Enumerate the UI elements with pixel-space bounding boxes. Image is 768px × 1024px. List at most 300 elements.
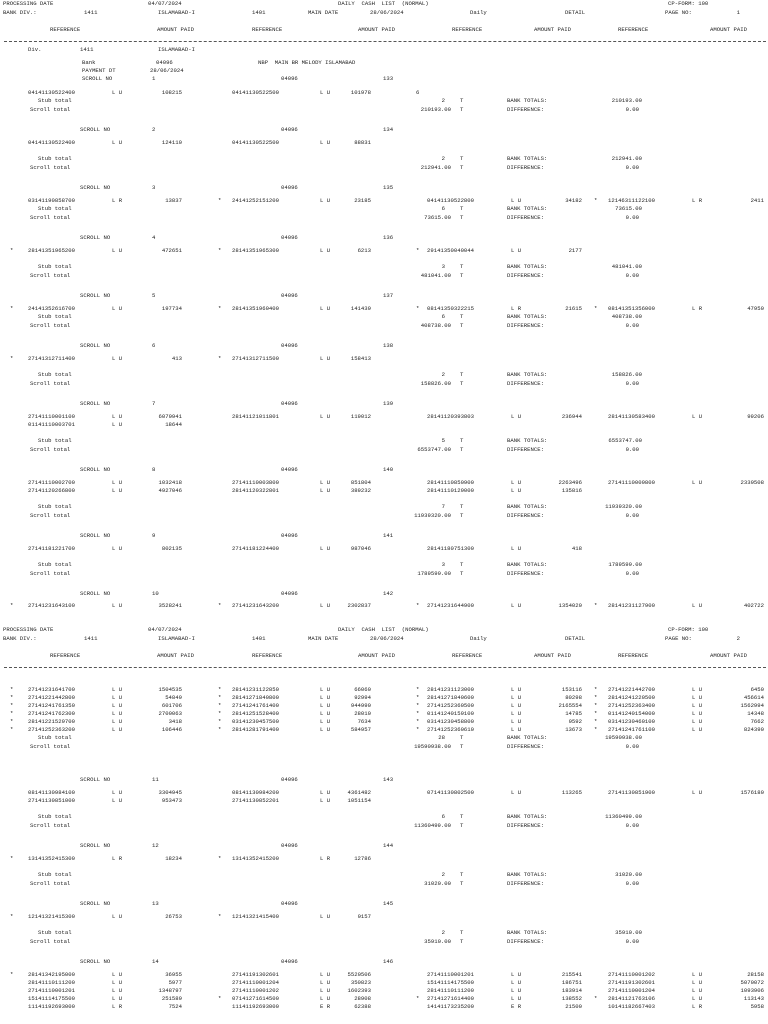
amount-paid: 6079941: [158, 413, 182, 420]
stub-total-label: Stub total: [38, 561, 72, 568]
table-row: [0, 421, 768, 429]
reference: 27141252360500: [427, 702, 474, 709]
account-code: L U: [112, 913, 123, 920]
flag-mark: *: [416, 602, 420, 609]
flag-mark: *: [594, 686, 598, 693]
account-code: L U: [511, 789, 522, 796]
reference: 24141252151200: [232, 197, 279, 204]
stub-count: 5: [441, 437, 445, 444]
col-amount: AMOUNT PAID: [534, 26, 571, 33]
scroll-t: T: [460, 446, 464, 453]
scroll-total-row: [0, 743, 768, 751]
form-label: CP-FORM: 100: [668, 0, 709, 7]
reference: 27141130851000: [28, 797, 75, 804]
table-row: [0, 855, 768, 863]
scroll-total-label: Scroll total: [30, 743, 71, 750]
flag-mark: *: [10, 686, 14, 693]
flag-mark: *: [218, 355, 222, 362]
account-code: L R: [692, 1003, 703, 1010]
account-code: L R: [692, 305, 703, 312]
flag-mark: *: [218, 305, 222, 312]
col-amount: AMOUNT PAID: [157, 26, 194, 33]
scroll-total-row: [0, 512, 768, 520]
div-code: 1411: [80, 46, 94, 53]
difference-label: DIFFERENCE:: [507, 380, 544, 387]
account-code: L U: [112, 789, 123, 796]
scroll-no-label: SCROLL NO: [80, 292, 111, 299]
amount-paid: 1348797: [158, 987, 182, 994]
account-code: L U: [112, 89, 123, 96]
page-label: PAGE NO:: [665, 9, 692, 16]
reference: 28141120322801: [232, 487, 279, 494]
flag-mark: *: [416, 702, 420, 709]
reference: 27141181224400: [232, 545, 279, 552]
account-code: L U: [320, 602, 331, 609]
scroll-total-value: 408738.00: [420, 322, 451, 329]
div-label: Div.: [28, 46, 42, 53]
flag-mark: *: [10, 913, 14, 920]
amount-paid: 389232: [350, 487, 371, 494]
scroll-no-label: SCROLL NO: [80, 590, 111, 597]
flag-mark: *: [218, 710, 222, 717]
difference-value: 0.00: [625, 822, 639, 829]
difference-value: 0.00: [625, 938, 639, 945]
reference: 28141271840800: [232, 694, 279, 701]
stub-total-row: [0, 503, 768, 511]
scroll-total-value: 73615.00: [424, 214, 451, 221]
account-code: L U: [320, 726, 331, 733]
account-code: L U: [511, 413, 522, 420]
amount-paid: 7634: [357, 718, 371, 725]
bank-totals-label: BANK TOTALS:: [507, 313, 548, 320]
amount-paid: 153116: [561, 686, 582, 693]
bank-code: 04096: [281, 466, 298, 473]
amount-paid: 2411: [750, 197, 764, 204]
amount-paid: 21615: [565, 305, 582, 312]
amount-paid: 7524: [168, 1003, 182, 1010]
stub-t: T: [460, 561, 464, 568]
reference: 28141351965200: [28, 247, 75, 254]
account-code: L U: [511, 686, 522, 693]
scroll-no: 11: [152, 776, 159, 783]
bank-totals-value: 158826.00: [611, 371, 642, 378]
difference-value: 0.00: [625, 446, 639, 453]
amount-paid: 350823: [350, 979, 371, 986]
amount-paid: 6213: [357, 247, 371, 254]
flag-mark: *: [416, 247, 420, 254]
stub-t: T: [460, 313, 464, 320]
bank-name: NBP MAIN BR MELODY ISLAMABAD: [258, 59, 356, 66]
detail: DETAIL: [565, 9, 586, 16]
stub-count: 2: [441, 371, 445, 378]
stub-total-row: [0, 813, 768, 821]
account-code: L U: [112, 479, 123, 486]
stub-total-label: Stub total: [38, 263, 72, 270]
account-code: L U: [511, 726, 522, 733]
reference: 27141110001201: [28, 987, 75, 994]
col-reference: REFERENCE: [618, 652, 649, 659]
bank-code: 04096: [281, 590, 298, 597]
page-no: 2: [736, 635, 740, 642]
reference: 27141252360610: [427, 726, 474, 733]
account-code: L U: [112, 305, 123, 312]
flag-mark: *: [218, 602, 222, 609]
scroll-t: T: [460, 512, 464, 519]
scroll-total-label: Scroll total: [30, 380, 71, 387]
bank-code: 04096: [281, 958, 298, 965]
reference: 28141120393803: [427, 413, 474, 420]
reference: 28141121763106: [608, 995, 655, 1002]
amount-paid: 402722: [743, 602, 764, 609]
reference: 28141231122850: [232, 686, 279, 693]
account-code: L U: [511, 718, 522, 725]
reference: 27141191302601: [608, 979, 655, 986]
account-code: L U: [511, 545, 522, 552]
bank-totals-label: BANK TOTALS:: [507, 929, 548, 936]
main-date-label: MAIN DATE: [308, 635, 339, 642]
flag-mark: *: [10, 694, 14, 701]
reference: 28141351965300: [232, 247, 279, 254]
account-code: L U: [320, 686, 331, 693]
reference: 27141110002700: [28, 479, 75, 486]
scroll-no-label: SCROLL NO: [80, 842, 111, 849]
scroll-no-label: SCROLL NO: [80, 126, 111, 133]
scroll-total-value: 31020.00: [424, 880, 451, 887]
scroll-t: T: [460, 214, 464, 221]
amount-paid: 851804: [350, 479, 371, 486]
account-code: L U: [112, 718, 123, 725]
table-row: [0, 413, 768, 421]
col-amount: AMOUNT PAID: [710, 652, 747, 659]
scroll-total-value: 158826.00: [420, 380, 451, 387]
difference-value: 0.00: [625, 214, 639, 221]
scroll-total-value: 212941.00: [420, 164, 451, 171]
stub-t: T: [460, 371, 464, 378]
scroll-total-label: Scroll total: [30, 880, 71, 887]
amount-paid: 66060: [354, 686, 371, 693]
amount-paid: 601706: [161, 702, 182, 709]
scroll-no: 3: [152, 184, 156, 191]
column-header-row: [0, 26, 768, 34]
scroll-total-value: 35910.00: [424, 938, 451, 945]
table-row: [0, 247, 768, 255]
stub-total-row: [0, 205, 768, 213]
reference: 27141110001202: [608, 971, 655, 978]
amount-paid: 47950: [747, 305, 764, 312]
scroll-total-label: Scroll total: [30, 446, 71, 453]
stub-total-label: Stub total: [38, 871, 72, 878]
flag-mark: 6: [416, 89, 420, 96]
flag-mark: *: [10, 718, 14, 725]
processing-date: 04/07/2024: [148, 0, 182, 7]
account-code: L U: [320, 797, 331, 804]
amount-paid: 28010: [354, 710, 371, 717]
amount-paid: 2165554: [558, 702, 582, 709]
form-label: CP-FORM: 100: [668, 626, 709, 633]
flag-mark: *: [10, 710, 14, 717]
scroll-seq: 144: [383, 842, 394, 849]
reference: 27141241761350: [28, 702, 75, 709]
difference-value: 0.00: [625, 570, 639, 577]
col-amount: AMOUNT PAID: [534, 652, 571, 659]
reference: 27141110009800: [608, 479, 655, 486]
reference: 27141221442800: [28, 694, 75, 701]
reference: 08141350322215: [427, 305, 474, 312]
scroll-total-row: [0, 164, 768, 172]
reference: 28141180751300: [427, 545, 474, 552]
flag-mark: *: [594, 995, 598, 1002]
scroll-seq: 137: [383, 292, 394, 299]
bank-totals-value: 408738.00: [611, 313, 642, 320]
scroll-total-row: [0, 106, 768, 114]
flag-mark: *: [10, 702, 14, 709]
account-code: L U: [112, 487, 123, 494]
flag-mark: *: [594, 694, 598, 701]
bank-totals-label: BANK TOTALS:: [507, 97, 548, 104]
flag-mark: *: [218, 995, 222, 1002]
reference: 27141110001202: [232, 987, 279, 994]
col-reference: REFERENCE: [50, 652, 81, 659]
table-row: [0, 197, 768, 205]
flag-mark: *: [594, 305, 598, 312]
difference-value: 0.00: [625, 272, 639, 279]
scroll-no: 2: [152, 126, 156, 133]
stub-total-label: Stub total: [38, 97, 72, 104]
reference: 28141110129000: [427, 487, 474, 494]
account-code: L U: [692, 702, 703, 709]
bank-code: 04096: [281, 842, 298, 849]
table-row: [0, 979, 768, 987]
stub-t: T: [460, 97, 464, 104]
reference: 27141191302601: [232, 971, 279, 978]
scroll-total-label: Scroll total: [30, 106, 71, 113]
bank-totals-value: 73615.00: [615, 205, 642, 212]
scroll-seq: 142: [383, 590, 394, 597]
amount-paid: 1602393: [347, 987, 371, 994]
stub-total-row: [0, 263, 768, 271]
stub-total-label: Stub total: [38, 371, 72, 378]
bank-code: 04096: [281, 126, 298, 133]
reference: 24141352616700: [28, 305, 75, 312]
difference-label: DIFFERENCE:: [507, 822, 544, 829]
stub-count: 3: [441, 561, 445, 568]
stub-total-row: [0, 155, 768, 163]
reference: 27141130851900: [608, 789, 655, 796]
col-amount: AMOUNT PAID: [358, 26, 395, 33]
amount-paid: 88831: [354, 139, 371, 146]
stub-total-label: Stub total: [38, 813, 72, 820]
scroll-header-row: [0, 234, 768, 242]
account-code: L U: [511, 487, 522, 494]
account-code: L U: [692, 789, 703, 796]
difference-value: 0.00: [625, 743, 639, 750]
amount-paid: 21500: [565, 1003, 582, 1010]
bank-code: 04096: [281, 292, 298, 299]
frequency: Daily: [470, 635, 487, 642]
col-reference: REFERENCE: [50, 26, 81, 33]
reference: 28141221529700: [28, 718, 75, 725]
account-code: L U: [692, 602, 703, 609]
reference: 01141110003701: [28, 421, 75, 428]
amount-paid: 101978: [350, 89, 371, 96]
account-code: L U: [112, 413, 123, 420]
reference: 04141130522400: [28, 139, 75, 146]
amount-paid: 4361482: [347, 789, 371, 796]
reference: 04141130522500: [232, 89, 279, 96]
reference: 27141231641700: [28, 686, 75, 693]
amount-paid: 236944: [561, 413, 582, 420]
stub-total-row: [0, 734, 768, 742]
bank-label: Bank: [82, 59, 96, 66]
scroll-no-label: SCROLL NO: [80, 532, 111, 539]
amount-paid: 18234: [165, 855, 182, 862]
flag-mark: *: [594, 702, 598, 709]
reference: 27141110001204: [232, 979, 279, 986]
account-code: L U: [320, 913, 331, 920]
scroll-header-row: [0, 532, 768, 540]
stub-t: T: [460, 929, 464, 936]
bank-totals-label: BANK TOTALS:: [507, 813, 548, 820]
column-header-row: [0, 652, 768, 660]
report-title: DAILY CASH LIST (NORMAL): [338, 0, 429, 7]
detail: DETAIL: [565, 635, 586, 642]
page-no: 1: [736, 9, 740, 16]
stub-t: T: [460, 205, 464, 212]
reference: 08141130984200: [232, 789, 279, 796]
stub-total-row: [0, 871, 768, 879]
account-code: L U: [320, 545, 331, 552]
account-code: L U: [112, 694, 123, 701]
table-row: [0, 89, 768, 97]
scroll-no: 5: [152, 292, 156, 299]
account-code: L U: [511, 979, 522, 986]
amount-paid: 183914: [561, 987, 582, 994]
amount-paid: 135816: [561, 487, 582, 494]
account-code: L U: [511, 197, 522, 204]
scroll-total-row: [0, 322, 768, 330]
bank-div: 1411: [84, 635, 98, 642]
amount-paid: 953473: [161, 797, 182, 804]
amount-paid: 5070072: [740, 979, 764, 986]
reference: 27141231644900: [427, 602, 474, 609]
amount-paid: 802135: [161, 545, 182, 552]
scroll-no-label: SCROLL NO: [80, 184, 111, 191]
reference: 11141192693000: [28, 1003, 75, 1010]
col-reference: REFERENCE: [252, 652, 283, 659]
amount-paid: 80298: [565, 694, 582, 701]
scroll-total-value: 481041.00: [420, 272, 451, 279]
amount-paid: 14785: [565, 710, 582, 717]
amount-paid: 987046: [350, 545, 371, 552]
reference: 27141312711400: [28, 355, 75, 362]
scroll-total-row: [0, 272, 768, 280]
scroll-total-label: Scroll total: [30, 512, 71, 519]
account-code: L U: [692, 718, 703, 725]
scroll-header-row: [0, 466, 768, 474]
reference: 28141110111200: [28, 979, 75, 986]
stub-t: T: [460, 155, 464, 162]
amount-paid: 944990: [350, 702, 371, 709]
scroll-seq: 141: [383, 532, 394, 539]
stub-t: T: [460, 263, 464, 270]
amount-paid: 7662: [750, 718, 764, 725]
reference: 28141231127900: [608, 602, 655, 609]
flag-mark: *: [218, 694, 222, 701]
bank-code: 04096: [281, 400, 298, 407]
account-code: L U: [692, 479, 703, 486]
bank-totals-label: BANK TOTALS:: [507, 263, 548, 270]
reference: 29141350040044: [427, 247, 474, 254]
flag-mark: *: [218, 718, 222, 725]
scroll-no-label: SCROLL NO: [82, 75, 113, 82]
amount-paid: 2177: [568, 247, 582, 254]
amount-paid: 124110: [161, 139, 182, 146]
col-reference: REFERENCE: [452, 26, 483, 33]
amount-paid: 18644: [165, 421, 182, 428]
account-code: L U: [112, 602, 123, 609]
col-reference: REFERENCE: [452, 652, 483, 659]
scroll-no: 6: [152, 342, 156, 349]
stub-count: 6: [441, 313, 445, 320]
reference: 03141230460100: [608, 718, 655, 725]
scroll-no: 13: [152, 900, 159, 907]
amount-paid: 23185: [354, 197, 371, 204]
amount-paid: 3528241: [158, 602, 182, 609]
stub-t: T: [460, 813, 464, 820]
flag-mark: *: [10, 855, 14, 862]
amount-paid: 62388: [354, 1003, 371, 1010]
flag-mark: *: [218, 855, 222, 862]
bank-code: 04096: [281, 342, 298, 349]
stub-count: 2: [441, 871, 445, 878]
amount-paid: 251589: [161, 995, 182, 1002]
bank-totals-value: 6553747.00: [608, 437, 642, 444]
flag-mark: *: [594, 710, 598, 717]
scroll-header-row: [0, 342, 768, 350]
amount-paid: 12786: [354, 855, 371, 862]
amount-paid: 119012: [350, 413, 371, 420]
flag-mark: *: [218, 197, 222, 204]
bank-totals-label: BANK TOTALS:: [507, 561, 548, 568]
account-code: L U: [320, 479, 331, 486]
flag-mark: *: [10, 602, 14, 609]
bank-code: 04096: [281, 234, 298, 241]
amount-paid: 108215: [161, 89, 182, 96]
payment-date: 28/06/2024: [150, 67, 184, 74]
amount-paid: 1354020: [558, 602, 582, 609]
reference: 01141240159100: [427, 710, 474, 717]
bank-totals-value: 210193.00: [611, 97, 642, 104]
difference-label: DIFFERENCE:: [507, 322, 544, 329]
reference: 07141271614500: [232, 995, 279, 1002]
difference-value: 0.00: [625, 322, 639, 329]
flag-mark: *: [10, 247, 14, 254]
amount-paid: 1093906: [740, 987, 764, 994]
table-row: [0, 545, 768, 553]
flag-mark: *: [594, 197, 598, 204]
account-code: L U: [320, 789, 331, 796]
account-code: L U: [320, 413, 331, 420]
stub-total-label: Stub total: [38, 734, 72, 741]
amount-paid: 92994: [354, 694, 371, 701]
account-code: L U: [320, 987, 331, 994]
flag-mark: *: [416, 995, 420, 1002]
reference: 27141130852201: [232, 797, 279, 804]
frequency: Daily: [470, 9, 487, 16]
stub-count: 7: [441, 503, 445, 510]
amount-paid: 13837: [165, 197, 182, 204]
amount-paid: 9157: [357, 913, 371, 920]
